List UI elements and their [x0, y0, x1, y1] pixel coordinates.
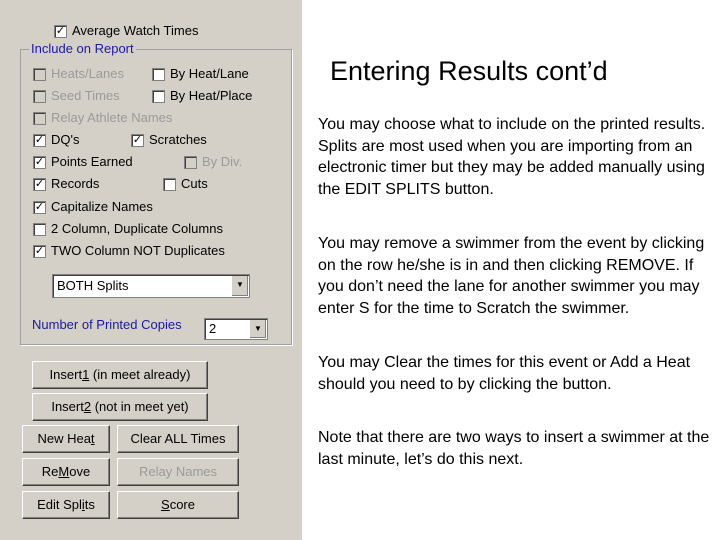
insert2-button-hotkey: 2 [83, 399, 92, 414]
dqs-label: DQ's [51, 132, 80, 147]
new-heat-button-hotkey: t [90, 431, 95, 446]
by-div-checkbox[interactable] [184, 156, 197, 169]
clear-all-times-button-text: Clear ALL Times [130, 431, 226, 446]
insert1-button[interactable] [32, 361, 208, 389]
cuts-label: Cuts [181, 176, 208, 191]
two-column-duplicate-label: 2 Column, Duplicate Columns [51, 221, 223, 236]
paragraph-2: You may remove a swimmer from the event by clicking on the row he/she is in and then clicking REMOVE. If you don’t need the lane for another swimmer you may enter S for the time to Scratch the swimmer. [318, 235, 705, 317]
score-button-text: core [169, 497, 195, 512]
edit-splits-button-hotkey: i [81, 497, 85, 512]
by-heat-lane-label: By Heat/Lane [170, 66, 249, 81]
check-mark-icon: ✓ [132, 134, 143, 146]
splits-select-value: BOTH Splits [57, 278, 129, 293]
chevron-down-icon[interactable]: ▼ [231, 276, 248, 296]
clear-all-times-button[interactable] [117, 425, 239, 453]
check-mark-icon: ✓ [34, 245, 45, 257]
by-heat-place-label: By Heat/Place [170, 88, 253, 103]
check-mark-icon: ✓ [34, 156, 45, 168]
splits-select[interactable] [52, 274, 250, 298]
check-mark-icon: ✓ [34, 134, 45, 146]
heats-lanes-label: Heats/Lanes [51, 66, 124, 81]
printed-copies-label: Number of Printed Copies [32, 317, 182, 332]
printed-copies-select[interactable] [204, 318, 268, 340]
insert2-button-text-suffix: (not in meet yet) [91, 399, 189, 414]
score-button-hotkey: S [161, 497, 170, 512]
paragraph-4: Note that there are two ways to insert a swimmer at the last minute, let’s do this next. [318, 429, 710, 468]
average-watch-times-label: Average Watch Times [72, 23, 199, 38]
remove-button-text-suffix: ove [69, 464, 91, 479]
score-button[interactable] [117, 491, 239, 519]
slide-title: Entering Results cont’d [330, 56, 608, 86]
dqs-checkbox[interactable] [33, 134, 46, 147]
seed-times-checkbox[interactable] [33, 90, 46, 103]
relay-names-button[interactable] [117, 458, 239, 486]
insert2-button[interactable] [32, 393, 208, 421]
seed-times-label: Seed Times [51, 88, 120, 103]
edit-splits-button[interactable] [22, 491, 110, 519]
two-column-not-duplicates-label: TWO Column NOT Duplicates [51, 243, 225, 258]
insert1-button-text: Insert [49, 367, 83, 382]
cuts-checkbox[interactable] [163, 178, 176, 191]
include-on-report-title: Include on Report [31, 41, 134, 56]
new-heat-button[interactable] [22, 425, 110, 453]
capitalize-names-checkbox[interactable] [33, 201, 46, 214]
records-label: Records [51, 176, 100, 191]
remove-button-hotkey: M [58, 464, 70, 479]
relay-athlete-names-label: Relay Athlete Names [51, 110, 173, 125]
records-checkbox[interactable] [33, 178, 46, 191]
scratches-label: Scratches [149, 132, 207, 147]
insert1-button-text-suffix: (in meet already) [89, 367, 191, 382]
paragraph-1: You may choose what to include on the printed results. Splits are most used when you are importing from an electronic timer but they may be added manually using the EDIT SPLITS button. [318, 116, 706, 198]
by-div-label: By Div. [202, 154, 243, 169]
capitalize-names-label: Capitalize Names [51, 199, 153, 214]
check-mark-icon: ✓ [34, 201, 45, 213]
relay-athlete-names-checkbox[interactable] [33, 112, 46, 125]
edit-splits-button-text-suffix: ts [84, 497, 95, 512]
heats-lanes-checkbox[interactable] [33, 68, 46, 81]
relay-names-button-text: Relay Names [138, 464, 218, 479]
scratches-checkbox[interactable] [131, 134, 144, 147]
edit-splits-button-text: Edit Spl [37, 497, 82, 512]
chevron-down-icon[interactable]: ▼ [249, 320, 266, 338]
average-watch-times-checkbox[interactable] [54, 25, 67, 38]
by-heat-place-checkbox[interactable] [152, 90, 165, 103]
remove-button[interactable] [22, 458, 110, 486]
new-heat-button-text: New Hea [37, 431, 91, 446]
insert2-button-text: Insert [51, 399, 84, 414]
points-earned-label: Points Earned [51, 154, 133, 169]
by-heat-lane-checkbox[interactable] [152, 68, 165, 81]
two-column-not-duplicates-checkbox[interactable] [33, 245, 46, 258]
report-options-panel [0, 0, 302, 540]
check-mark-icon: ✓ [55, 25, 66, 37]
remove-button-text: Re [41, 464, 59, 479]
points-earned-checkbox[interactable] [33, 156, 46, 169]
check-mark-icon: ✓ [34, 178, 45, 190]
printed-copies-value: 2 [209, 321, 217, 336]
insert1-button-hotkey: 1 [82, 367, 90, 382]
paragraph-3: You may Clear the times for this event or Add a Heat should you need to by clicking the button. [318, 354, 691, 393]
two-column-duplicate-checkbox[interactable] [33, 223, 46, 236]
